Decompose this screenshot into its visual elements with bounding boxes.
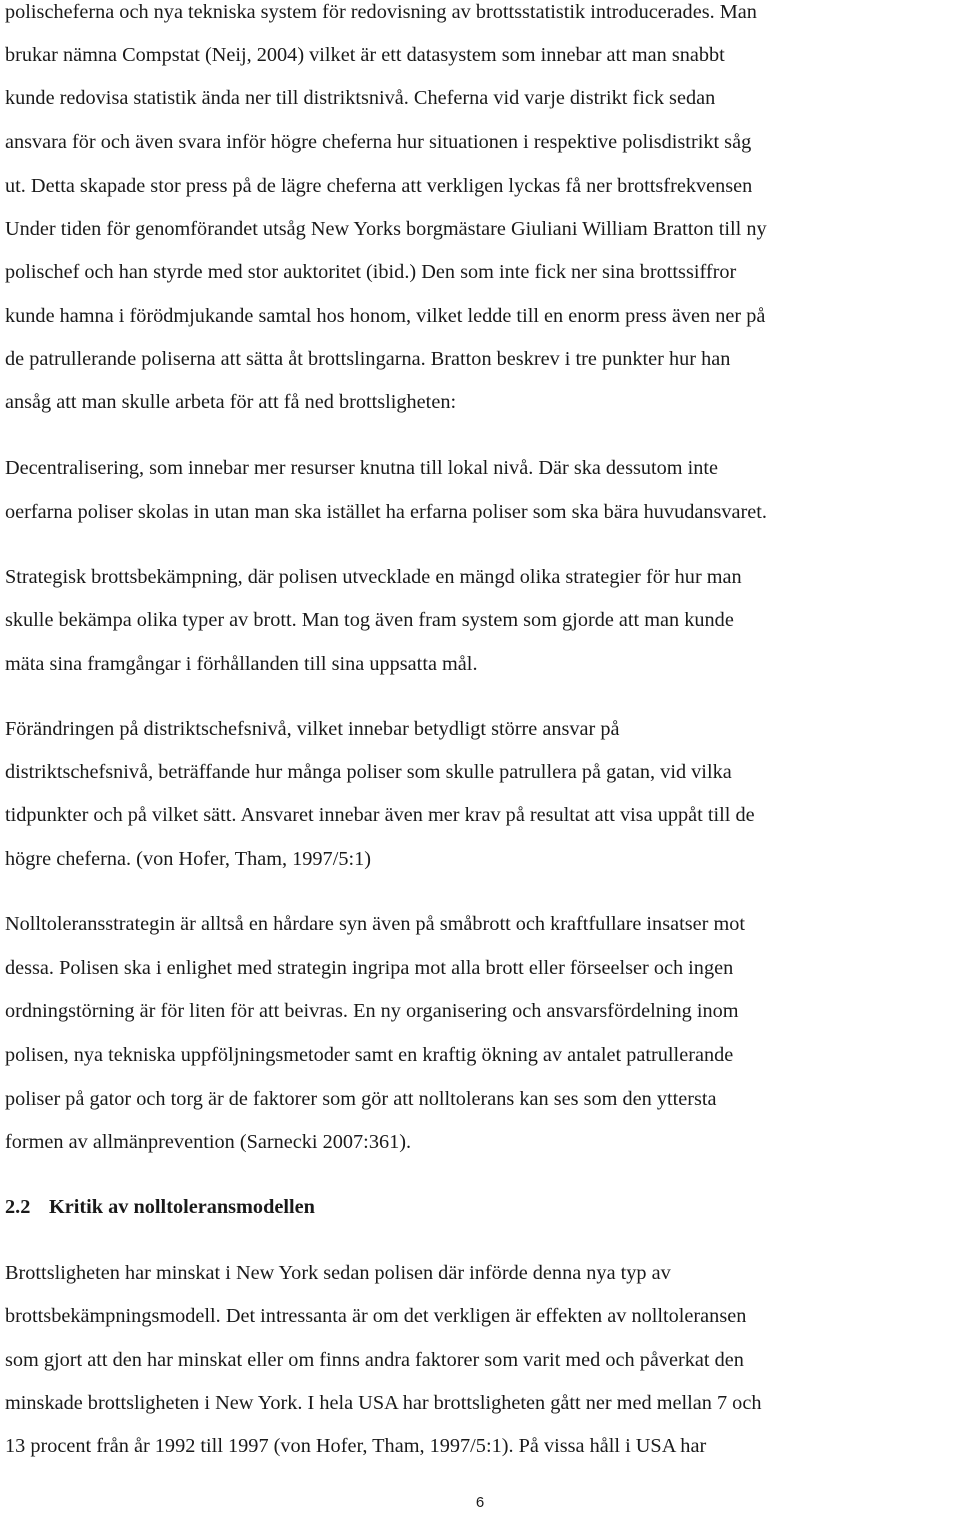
text-line: kunde hamna i förödmjukande samtal hos honom, vilket ledde till en enorm press även ner på (5, 305, 766, 327)
text-line: skulle bekämpa olika typer av brott. Man tog även fram system som gjorde att man kunde (5, 609, 734, 631)
text-line: oerfarna poliser skolas in utan man ska istället ha erfarna poliser som ska bära huvudansvaret. (5, 501, 767, 523)
text-line: 13 procent från år 1992 till 1997 (von Hofer, Tham, 1997/5:1). På vissa håll i USA har (5, 1435, 707, 1457)
text-line: högre cheferna. (von Hofer, Tham, 1997/5:1) (5, 848, 372, 870)
text-line: polischef och han styrde med stor auktoritet (ibid.) Den som inte fick ner sina brottssiffror (5, 261, 737, 283)
text-line: kunde redovisa statistik ända ner till distriktsnivå. Cheferna vid varje distrikt fick sedan (5, 87, 716, 109)
text-line: mäta sina framgångar i förhållanden till sina uppsatta mål. (5, 653, 478, 675)
text-line: Strategisk brottsbekämpning, där polisen utvecklade en mängd olika strategier för hur man (5, 566, 742, 588)
text-line: formen av allmänprevention (Sarnecki 2007:361). (5, 1131, 412, 1153)
text-line: dessa. Polisen ska i enlighet med strategin ingripa mot alla brott eller förseelser och ingen (5, 957, 734, 979)
text-line: brottsbekämpningsmodell. Det intressanta är om det verkligen är effekten av nolltoleransen (5, 1305, 747, 1327)
text-line: polisen, nya tekniska uppföljningsmetoder samt en kraftig ökning av antalet patrullerande (5, 1044, 734, 1066)
text-line: polischeferna och nya tekniska system för redovisning av brottsstatistik introducerades. Man (5, 1, 757, 23)
text-line: Nolltoleransstrategin är alltså en hårdare syn även på småbrott och kraftfullare insatser mot (5, 913, 745, 935)
section-heading (5, 1195, 315, 1219)
section-number: 2.2 (5, 1196, 31, 1218)
text-line: Brottsligheten har minskat i New York sedan polisen där införde denna nya typ av (5, 1262, 671, 1284)
text-line: Decentralisering, som innebar mer resurser knutna till lokal nivå. Där ska dessutom inte (5, 457, 719, 479)
text-line: Under tiden för genomförandet utsåg New Yorks borgmästare Giuliani William Bratton till ny (5, 218, 767, 240)
text-line: tidpunkter och på vilket sätt. Ansvaret innebar även mer krav på resultat att visa uppåt till de (5, 804, 755, 826)
text-line: minskade brottsligheten i New York. I hela USA har brottsligheten gått ner med mellan 7 och (5, 1392, 762, 1414)
text-line: distriktschefsnivå, beträffande hur många poliser som skulle patrullera på gatan, vid vilka (5, 761, 732, 783)
text-line: Förändringen på distriktschefsnivå, vilket innebar betydligt större ansvar på (5, 718, 620, 740)
text-line: ordningstörning är för liten för att beivras. En ny organisering och ansvarsfördelning inom (5, 1000, 739, 1022)
text-line: ansåg att man skulle arbeta för att få ned brottsligheten: (5, 391, 457, 413)
page-number: 6 (475, 1494, 485, 1511)
text-line: ansvara för och även svara inför högre cheferna hur situationen i respektive polisdistrikt såg (5, 131, 752, 153)
text-line: brukar nämna Compstat (Neij, 2004) vilket är ett datasystem som innebar att man snabbt (5, 44, 725, 66)
section-title: Kritik av nolltoleransmodellen (49, 1196, 315, 1218)
text-line: som gjort att den har minskat eller om finns andra faktorer som varit med och påverkat den (5, 1349, 744, 1371)
text-line: ut. Detta skapade stor press på de lägre cheferna att verkligen lyckas få ner brottsfrekvensen (5, 175, 753, 197)
text-line: de patrullerande poliserna att sätta åt brottslingarna. Bratton beskrev i tre punkter hur han (5, 348, 731, 370)
text-line: poliser på gator och torg är de faktorer som gör att nolltolerans kan ses som den yttersta (5, 1088, 717, 1110)
